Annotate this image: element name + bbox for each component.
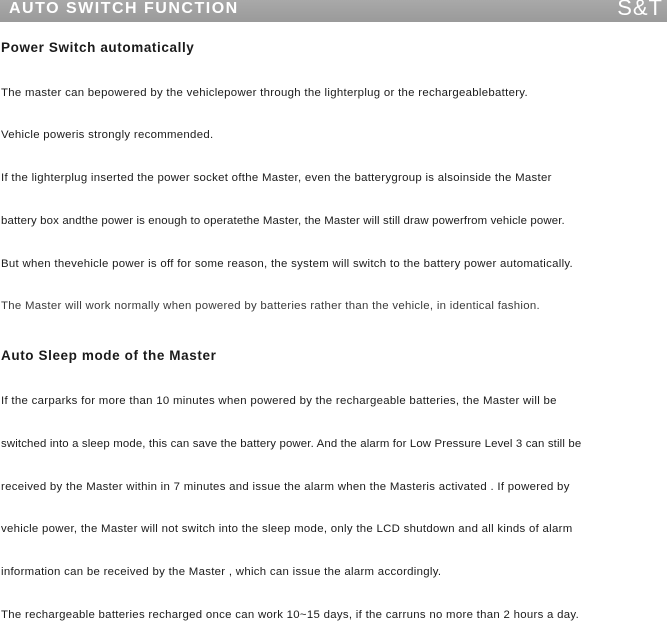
section-heading-auto-sleep: Auto Sleep mode of the Master <box>1 348 217 363</box>
header-banner <box>0 0 667 22</box>
paragraph-line: switched into a sleep mode, this can save the battery power. And the alarm for Low Pressure Level 3 can still be <box>1 438 582 450</box>
paragraph-line: received by the Master within in 7 minutes and issue the alarm when the Masteris activated . If powered by <box>1 481 570 493</box>
page-title: AUTO SWITCH FUNCTION <box>9 0 239 17</box>
paragraph-line: The rechargeable batteries recharged once can work 10~15 days, if the carruns no more than 2 hours a day. <box>1 609 580 621</box>
paragraph-line: But when thevehicle power is off for some reason, the system will switch to the battery power automatically. <box>1 258 574 270</box>
paragraph-line: battery box andthe power is enough to operatethe Master, the Master will still draw powerfrom vehicle power. <box>1 215 565 227</box>
section-heading-power-switch: Power Switch automatically <box>1 40 195 55</box>
paragraph-line: If the carparks for more than 10 minutes when powered by the rechargeable batteries, the Master will be <box>1 395 557 407</box>
paragraph-line: If the lighterplug inserted the power socket ofthe Master, even the batterygroup is alsoinside the Master <box>1 172 552 184</box>
paragraph-line: The master can bepowered by the vehiclepower through the lighterplug or the rechargeablebattery. <box>1 87 528 99</box>
paragraph-line: information can be received by the Master , which can issue the alarm accordingly. <box>1 566 442 578</box>
paragraph-line: Vehicle poweris strongly recommended. <box>1 129 214 141</box>
paragraph-line: vehicle power, the Master will not switch into the sleep mode, only the LCD shutdown and all kinds of alarm <box>1 523 573 535</box>
brand-logo: S&T <box>617 0 663 20</box>
paragraph-line: The Master will work normally when powered by batteries rather than the vehicle, in identical fashion. <box>1 300 540 312</box>
